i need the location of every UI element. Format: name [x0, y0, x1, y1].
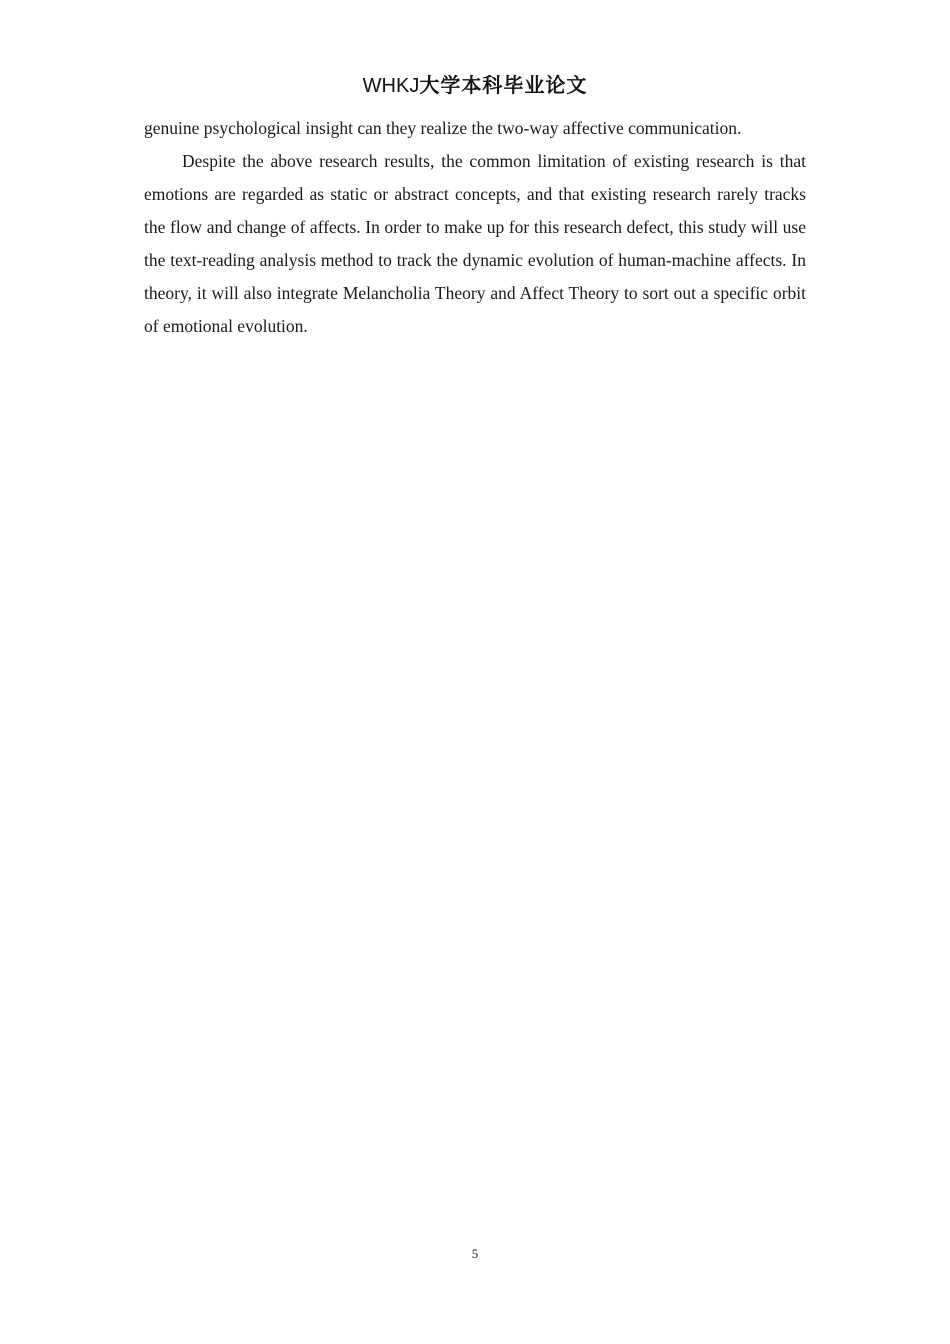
- header-institution-code: WHKJ: [362, 75, 420, 97]
- paragraph: Despite the above research results, the common limitation of existing research is that emotions are regarded as static or abstract concepts, and that existing research rarely tracks the flow and change of affects. In order to make up for this research defect, this study will use the text-reading analysis method to track the dynamic evolution of human-machine affects. In theory, it will also integrate Melancholia Theory and Affect Theory to sort out a specific orbit of emotional evolution.: [144, 151, 806, 336]
- page-number: 5: [471, 1246, 479, 1261]
- header-thesis-title: 大学本科毕业论文: [419, 75, 588, 97]
- body-text: [144, 112, 806, 343]
- paragraph-continuation: genuine psychological insight can they realize the two-way affective communication.: [144, 118, 742, 138]
- page-header: [0, 72, 950, 100]
